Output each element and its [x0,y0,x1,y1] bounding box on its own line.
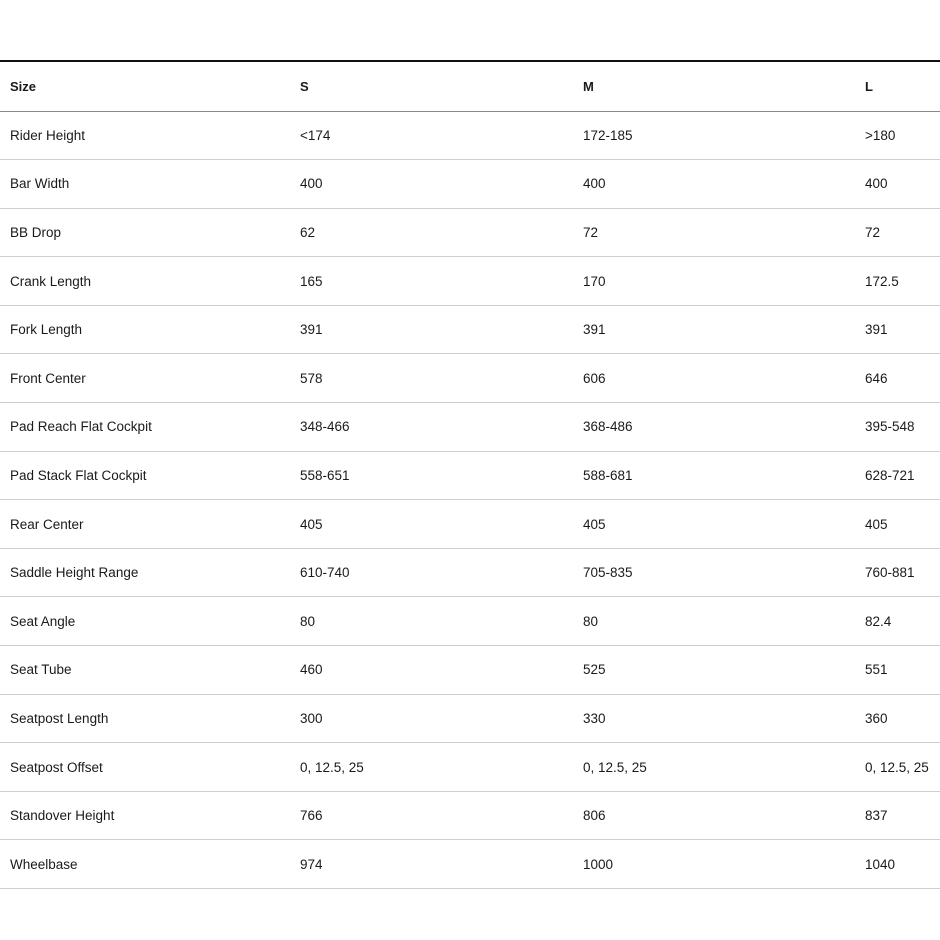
table-cell-s: 766 [300,808,323,824]
table-cell-l: 172.5 [865,273,899,289]
table-cell-s: 165 [300,273,323,289]
table-row [0,792,940,841]
table-cell-label: Wheelbase [10,856,78,872]
table-row [0,597,940,646]
table-cell-s: 405 [300,516,323,532]
table-cell-label: Front Center [10,370,86,386]
table-cell-m: 368-486 [583,419,633,435]
table-cell-label: Crank Length [10,273,92,289]
table-cell-s: 0, 12.5, 25 [300,759,364,775]
table-cell-s: 300 [300,710,323,726]
table-cell-m: 172-185 [583,127,633,143]
table-cell-s: <174 [300,127,331,143]
table-cell-l: 405 [865,516,888,532]
table-row [0,257,940,306]
table-cell-s: 62 [300,224,316,240]
table-cell-label: Seatpost Offset [10,759,103,775]
table-cell-l: 837 [865,808,888,824]
column-header-l: L [865,78,873,94]
table-cell-s: 400 [300,176,323,192]
table-cell-m: 391 [583,322,606,338]
table-cell-m: 588-681 [583,467,633,483]
table-cell-label: Seat Tube [10,662,72,678]
table-cell-label: Saddle Height Range [10,565,139,581]
table-cell-m: 80 [583,613,599,629]
table-row [0,500,940,549]
table-cell-m: 72 [583,224,599,240]
table-cell-label: Rider Height [10,127,86,143]
table-cell-m: 525 [583,662,606,678]
table-cell-l: >180 [865,127,896,143]
table-cell-m: 405 [583,516,606,532]
table-cell-l: 551 [865,662,888,678]
table-cell-s: 610-740 [300,565,350,581]
table-cell-label: Bar Width [10,176,70,192]
table-cell-label: Pad Reach Flat Cockpit [10,419,152,435]
table-cell-l: 628-721 [865,467,915,483]
table-cell-l: 646 [865,370,888,386]
table-cell-label: Fork Length [10,322,83,338]
table-cell-l: 360 [865,710,888,726]
table-cell-s: 348-466 [300,419,350,435]
table-row [0,646,940,695]
table-cell-l: 400 [865,176,888,192]
table-cell-label: Seat Angle [10,613,76,629]
table-cell-s: 460 [300,662,323,678]
column-header-m: M [583,78,594,94]
table-cell-s: 578 [300,370,323,386]
table-row [0,840,940,889]
table-cell-m: 1000 [583,856,614,872]
table-row [0,403,940,452]
table-cell-s: 974 [300,856,323,872]
column-header-s: S [300,78,309,94]
table-cell-m: 806 [583,808,606,824]
table-cell-m: 170 [583,273,606,289]
table-cell-l: 72 [865,224,881,240]
table-cell-m: 705-835 [583,565,633,581]
column-header-size: Size [10,78,37,94]
table-cell-l: 0, 12.5, 25 [865,759,929,775]
table-row [0,112,940,161]
table-cell-m: 400 [583,176,606,192]
table-header-row [0,62,940,112]
table-cell-l: 391 [865,322,888,338]
table-row [0,549,940,598]
table-cell-l: 1040 [865,856,896,872]
table-cell-label: Rear Center [10,516,84,532]
table-cell-m: 0, 12.5, 25 [583,759,647,775]
table-cell-l: 82.4 [865,613,892,629]
table-cell-l: 760-881 [865,565,915,581]
table-cell-m: 606 [583,370,606,386]
table-cell-s: 391 [300,322,323,338]
table-cell-m: 330 [583,710,606,726]
table-row [0,209,940,258]
table-cell-l: 395-548 [865,419,915,435]
table-cell-s: 558-651 [300,467,350,483]
table-row [0,452,940,501]
table-cell-label: BB Drop [10,224,62,240]
table-row [0,354,940,403]
geometry-table [0,60,940,889]
table-row [0,306,940,355]
table-row [0,695,940,744]
table-row [0,743,940,792]
table-cell-label: Seatpost Length [10,710,109,726]
table-body [0,112,940,890]
table-cell-s: 80 [300,613,316,629]
table-cell-label: Standover Height [10,808,115,824]
table-cell-label: Pad Stack Flat Cockpit [10,467,147,483]
table-row [0,160,940,209]
